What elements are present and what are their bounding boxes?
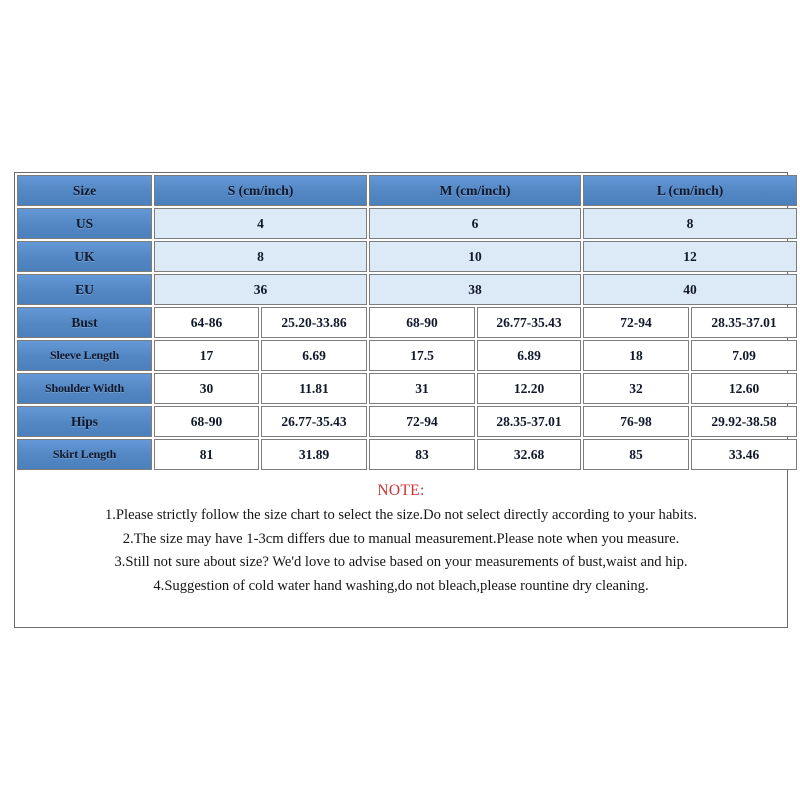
cell-shoulder-s-cm: 30 [154, 373, 259, 404]
cell-bust-s-cm: 64-86 [154, 307, 259, 338]
cell-us-s: 4 [154, 208, 367, 239]
size-chart-container [14, 172, 788, 628]
cell-us-l: 8 [583, 208, 797, 239]
cell-bust-l-in: 28.35-37.01 [691, 307, 797, 338]
table-header-row [17, 175, 797, 206]
cell-hips-s-in: 26.77-35.43 [261, 406, 367, 437]
header-cell-l: L (cm/inch) [583, 175, 797, 206]
row-label-shoulder-width: Shoulder Width [17, 373, 152, 404]
header-cell-s: S (cm/inch) [154, 175, 367, 206]
cell-sleeve-s-cm: 17 [154, 340, 259, 371]
note-line-4: 4.Suggestion of cold water hand washing,do not bleach,please rountine dry cleaning. [153, 577, 649, 594]
row-label-sleeve-length: Sleeve Length [17, 340, 152, 371]
cell-skirt-s-cm: 81 [154, 439, 259, 470]
cell-sleeve-m-in: 6.89 [477, 340, 581, 371]
cell-bust-m-in: 26.77-35.43 [477, 307, 581, 338]
cell-bust-s-in: 25.20-33.86 [261, 307, 367, 338]
cell-sleeve-l-cm: 18 [583, 340, 689, 371]
cell-hips-l-cm: 76-98 [583, 406, 689, 437]
header-cell-m: M (cm/inch) [369, 175, 581, 206]
table-row [17, 307, 797, 338]
cell-shoulder-m-in: 12.20 [477, 373, 581, 404]
table-row [17, 340, 797, 371]
cell-skirt-s-in: 31.89 [261, 439, 367, 470]
row-label-hips: Hips [17, 406, 152, 437]
cell-us-m: 6 [369, 208, 581, 239]
cell-shoulder-s-in: 11.81 [261, 373, 367, 404]
row-label-bust: Bust [17, 307, 152, 338]
cell-shoulder-l-cm: 32 [583, 373, 689, 404]
cell-eu-m: 38 [369, 274, 581, 305]
note-block [15, 472, 787, 611]
cell-hips-l-in: 29.92-38.58 [691, 406, 797, 437]
cell-shoulder-l-in: 12.60 [691, 373, 797, 404]
cell-bust-l-cm: 72-94 [583, 307, 689, 338]
table-row [17, 373, 797, 404]
cell-sleeve-l-in: 7.09 [691, 340, 797, 371]
table-row [17, 406, 797, 437]
cell-skirt-m-cm: 83 [369, 439, 475, 470]
cell-shoulder-m-cm: 31 [369, 373, 475, 404]
header-cell-size: Size [17, 175, 152, 206]
row-label-eu: EU [17, 274, 152, 305]
cell-bust-m-cm: 68-90 [369, 307, 475, 338]
cell-skirt-m-in: 32.68 [477, 439, 581, 470]
cell-uk-m: 10 [369, 241, 581, 272]
row-label-us: US [17, 208, 152, 239]
table-row [17, 208, 797, 239]
cell-uk-l: 12 [583, 241, 797, 272]
cell-sleeve-s-in: 6.69 [261, 340, 367, 371]
note-title: NOTE: [377, 482, 425, 499]
cell-hips-m-in: 28.35-37.01 [477, 406, 581, 437]
size-chart-table [15, 173, 799, 472]
cell-eu-s: 36 [154, 274, 367, 305]
table-row [17, 241, 797, 272]
note-line-3: 3.Still not sure about size? We'd love to advise based on your measurements of bust,waist and hip. [114, 554, 688, 571]
note-line-1: 1.Please strictly follow the size chart to select the size.Do not select directly according to your habits. [104, 507, 698, 523]
table-row [17, 439, 797, 470]
cell-skirt-l-cm: 85 [583, 439, 689, 470]
cell-uk-s: 8 [154, 241, 367, 272]
cell-eu-l: 40 [583, 274, 797, 305]
row-label-skirt-length: Skirt Length [17, 439, 152, 470]
note-line-2: 2.The size may have 1-3cm differs due to manual measurement.Please note when you measure. [122, 530, 680, 547]
cell-hips-s-cm: 68-90 [154, 406, 259, 437]
cell-skirt-l-in: 33.46 [691, 439, 797, 470]
row-label-uk: UK [17, 241, 152, 272]
table-row [17, 274, 797, 305]
cell-sleeve-m-cm: 17.5 [369, 340, 475, 371]
cell-hips-m-cm: 72-94 [369, 406, 475, 437]
